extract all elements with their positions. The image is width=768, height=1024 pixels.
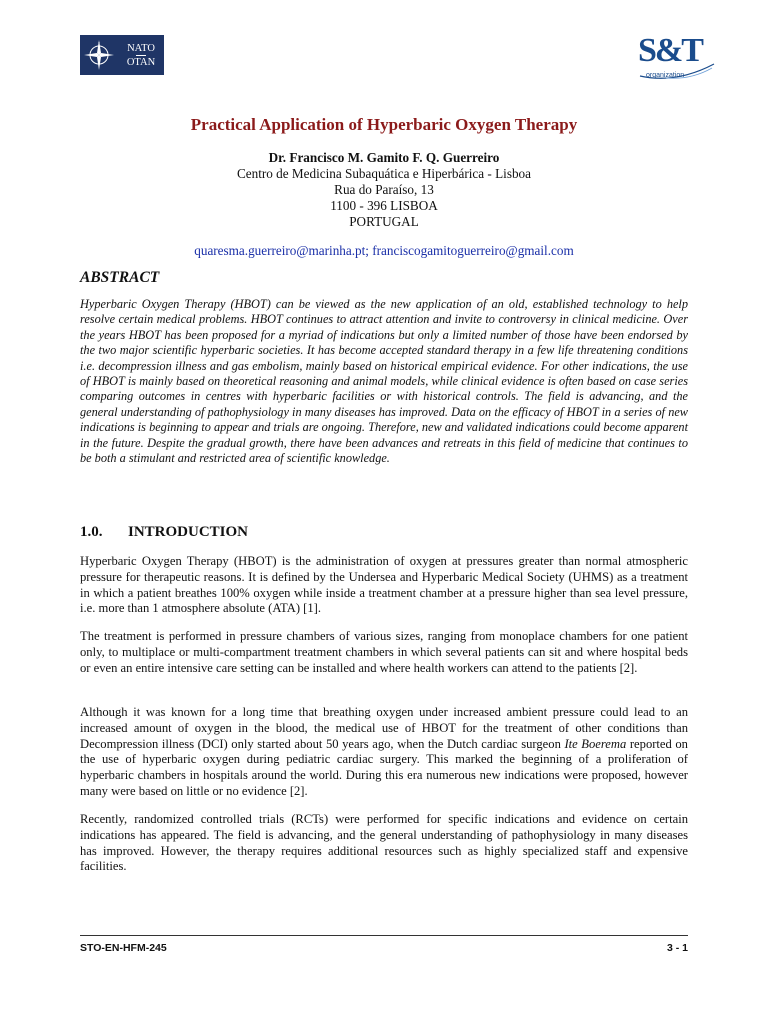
st-mark: S&T xyxy=(638,32,702,69)
intro-paragraph-2: The treatment is performed in pressure chambers of various sizes, ranging from monoplace chambers for one patient only, to multiplace or multi-compartment treatment chambers in which several patients can sit and where hospital beds or even an entire intensive care setting can be installed and where health workers can attend to the patients [2]. xyxy=(80,629,688,675)
footer-page-number: 3 - 1 xyxy=(666,942,688,954)
footer-rule xyxy=(80,935,688,936)
nato-otan-logo xyxy=(80,35,164,75)
st-organization-logo xyxy=(636,30,718,85)
section-heading-introduction xyxy=(80,524,248,541)
intro-paragraph-3 xyxy=(80,705,688,800)
author-block xyxy=(0,150,768,230)
abstract-heading: ABSTRACT xyxy=(80,269,160,286)
author-name: Dr. Francisco M. Gamito F. Q. Guerreiro xyxy=(268,150,500,165)
author-country: PORTUGAL xyxy=(349,214,419,229)
nato-divider xyxy=(136,55,146,56)
intro-p3-part1: Although it was known for a long time that breathing oxygen under increased ambient pressure could lead to an increased amount of oxygen in the blood, the medical use of HBOT for the treatment of other conditions than Decompression illness (DCI) only started about 50 years ago, when the Dutch cardiac surgeon xyxy=(80,705,688,751)
intro-p3-surgeon-name: Ite Boerema xyxy=(564,736,627,751)
nato-compass-star-icon xyxy=(80,35,118,75)
author-affiliation: Centro de Medicina Subaquática e Hiperbárica - Lisboa xyxy=(236,166,532,181)
author-postal: 1100 - 396 LISBOA xyxy=(330,198,438,213)
intro-paragraph-1: Hyperbaric Oxygen Therapy (HBOT) is the administration of oxygen at pressures greater than normal atmospheric pressure for therapeutic reasons. It is defined by the Undersea and Hyperbaric Medical Society (UHMS) as a treatment in which a patient breathes 100% oxygen while inside a treatment chamber at a pressure higher than sea level pressure, i.e. more than 1 atmosphere absolute (ATA) [1]. xyxy=(80,554,688,616)
author-emails[interactable]: quaresma.guerreiro@marinha.pt; franciscogamitoguerreiro@gmail.com xyxy=(194,243,574,258)
section-number: 1.0. xyxy=(80,524,103,540)
intro-p3-part2: reported on the use of hyperbaric oxygen during pediatric cardiac surgery. This marked the beginning of a proliferation of hyperbaric chambers in hospitals around the world. During this era numerous new indications were proposed, however many were based on little or no evidence [2]. xyxy=(80,736,688,798)
paper-title: Practical Application of Hyperbaric Oxygen Therapy xyxy=(190,115,578,134)
intro-paragraph-4: Recently, randomized controlled trials (RCTs) were performed for specific indications and evidence on certain indications has appeared. The field is advancing, and the general understanding of pathophysiology in many diseases has improved. However, the therapy requires additional resources such as highly specialized staff and expensive facilities. xyxy=(80,812,688,874)
nato-label: NATO xyxy=(127,42,155,54)
otan-label: OTAN xyxy=(126,56,156,68)
st-subtitle: organization xyxy=(646,72,685,79)
footer-doc-id: STO-EN-HFM-245 xyxy=(80,942,167,954)
author-street: Rua do Paraíso, 13 xyxy=(334,182,434,197)
section-title: INTRODUCTION xyxy=(128,524,249,540)
abstract-text: Hyperbaric Oxygen Therapy (HBOT) can be viewed as the new application of an old, established technology to help resolve certain medical problems. HBOT continues to attract attention and invite to controversy in clinical medicine. Over the years HBOT has been proposed for a myriad of indications but only a limited number of those have been endorsed by the two major scientific hyperbaric societies. It has become accepted standard therapy in a few life threatening conditions i.e. decompression illness and gas embolism, mainly based on historical empirical evidence. For other indications, the use of HBOT is mainly based on theoretical reasoning and animal models, while clinical evidence is often based on case series comparing outcomes in centres with hyperbaric facilities or with historical controls. The field is advancing, and the general understanding of pathophysiology in many diseases has improved. Data on the efficacy of HBOT in a series of new indications is beginning to appear and trials are ongoing. Therefore, new and validated indications could become apparent in the future. Despite the gradual growth, there have been advances and retreats in this field of medicine that continues to be both a stimulant and restricted area of scientific knowledge. xyxy=(80,297,688,466)
